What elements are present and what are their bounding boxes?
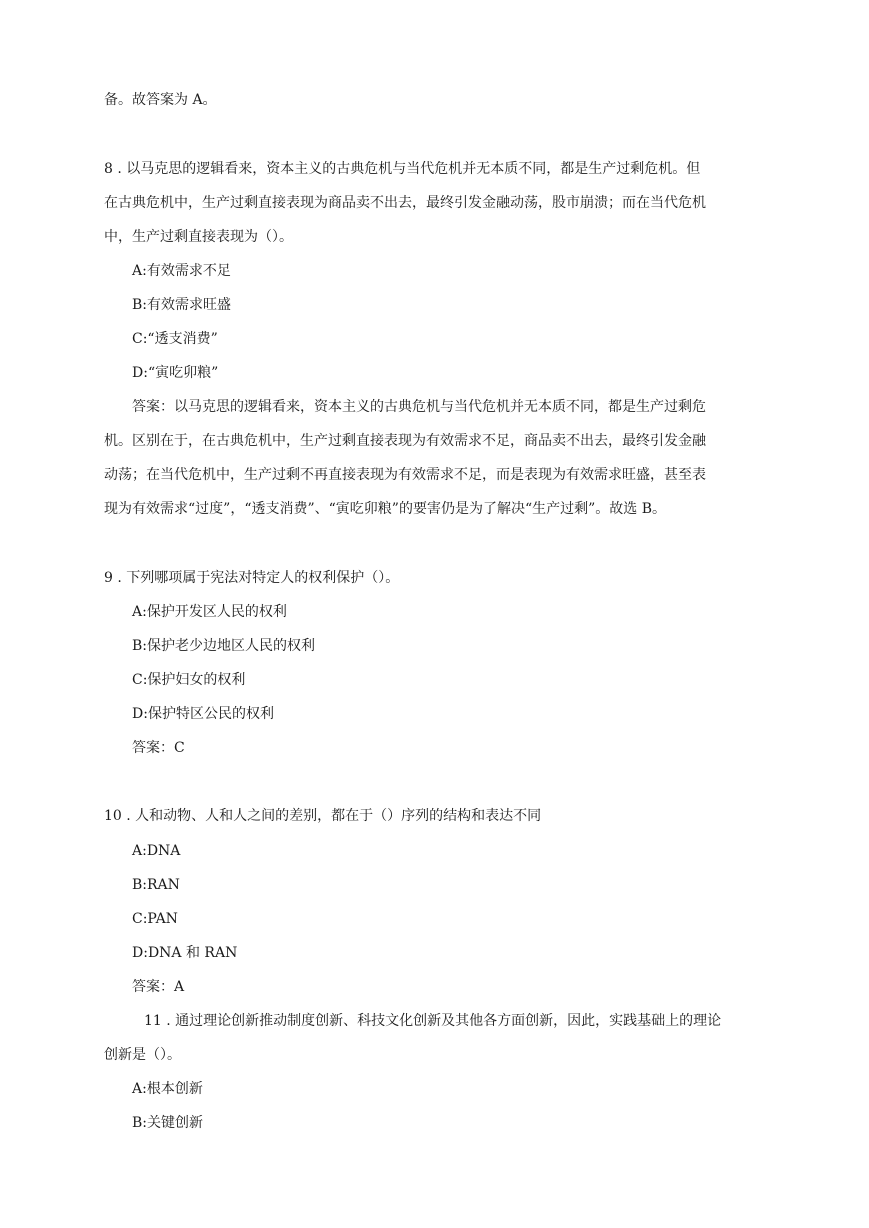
q10-stem-line-1: 10 . 人和动物、人和人之间的差别，都在于（）序列的结构和表达不同 xyxy=(104,808,542,824)
q9-stem-line-1: 9 . 下列哪项属于宪法对特定人的权利保护（）。 xyxy=(104,570,400,586)
q10-option-b: B:RAN xyxy=(132,877,180,893)
q8-option-c: C:“透支消费” xyxy=(132,331,218,347)
q10-answer: 答案：A xyxy=(132,979,185,995)
q8-stem-line-2: 在古典危机中，生产过剩直接表现为商品卖不出去，最终引发金融动荡，股市崩溃；而在当代危机 xyxy=(104,195,706,211)
q8-option-d: D:“寅吃卯粮” xyxy=(132,365,219,381)
q8-answer-line-3: 动荡；在当代危机中，生产过剩不再直接表现为有效需求不足，而是表现为有效需求旺盛，甚至表 xyxy=(104,467,706,483)
q8-option-a: A:有效需求不足 xyxy=(132,263,231,279)
q11-option-a: A:根本创新 xyxy=(132,1081,203,1097)
q8-answer-line-1: 答案：以马克思的逻辑看来，资本主义的古典危机与当代危机并无本质不同，都是生产过剩危 xyxy=(132,399,706,415)
q10-option-d: D:DNA 和 RAN xyxy=(132,945,238,961)
q8-answer-line-2: 机。区别在于，在古典危机中，生产过剩直接表现为有效需求不足，商品卖不出去，最终引发金融 xyxy=(104,433,706,449)
q11-stem-line-1: 11 . 通过理论创新推动制度创新、科技文化创新及其他各方面创新，因此，实践基础上的理论 xyxy=(144,1013,722,1029)
q9-option-c: C:保护妇女的权利 xyxy=(132,672,246,688)
q9-option-a: A:保护开发区人民的权利 xyxy=(132,604,287,620)
q10-option-a: A:DNA xyxy=(132,843,181,859)
q8-stem-line-1: 8 . 以马克思的逻辑看来，资本主义的古典危机与当代危机并无本质不同，都是生产过剩危机。但 xyxy=(104,161,701,177)
q8-stem-line-3: 中，生产过剩直接表现为（）。 xyxy=(104,229,293,245)
q10-option-c: C:PAN xyxy=(132,911,178,927)
q8-answer-line-4: 现为有效需求“过度”，“透支消费”、“寅吃卯粮”的要害仍是为了解决“生产过剩”。故选 B。 xyxy=(104,501,666,517)
q11-option-b: B:关键创新 xyxy=(132,1115,204,1131)
q11-stem-line-2: 创新是（）。 xyxy=(104,1047,181,1063)
q9-answer: 答案：C xyxy=(132,740,185,756)
q8-option-b: B:有效需求旺盛 xyxy=(132,297,232,313)
q9-option-b: B:保护老少边地区人民的权利 xyxy=(132,638,316,654)
intro-answer-tail: 备。故答案为 A。 xyxy=(104,92,217,108)
q9-option-d: D:保护特区公民的权利 xyxy=(132,706,274,722)
